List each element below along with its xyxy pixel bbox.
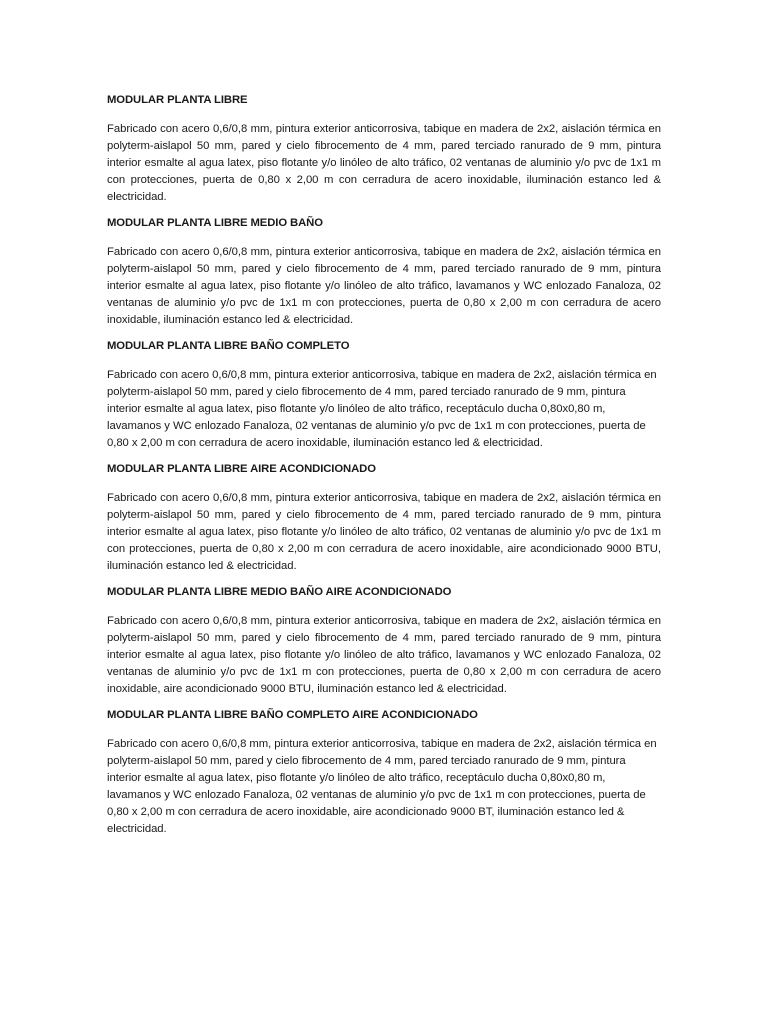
section-body: Fabricado con acero 0,6/0,8 mm, pintura exterior anticorrosiva, tabique en madera de 2x2, aislación térmica en polyterm-aislapol 50 mm, pared y cielo fibrocemento de 4 mm, pared terciado ranurado de 9 mm, pintura interior esmalte al agua latex, piso flotante y/o linóleo de alto tráfico, receptáculo ducha 0,80x0,80 m, lavamanos y WC enlozado Fanaloza, 02 ventanas de aluminio y/o pvc de 1x1 m con protecciones, puerta de 0,80 x 2,00 m con cerradura de acero inoxidable, aire acondicionado 9000 BT, iluminación estanco led & electricidad. — [107, 738, 657, 835]
section-title: MODULAR PLANTA LIBRE — [107, 94, 248, 106]
section-title: MODULAR PLANTA LIBRE MEDIO BAÑO AIRE ACONDICIONADO — [107, 586, 452, 598]
section-title: MODULAR PLANTA LIBRE BAÑO COMPLETO — [107, 340, 350, 352]
section-medio-bano — [107, 215, 661, 329]
section-title: MODULAR PLANTA LIBRE MEDIO BAÑO — [107, 217, 323, 229]
section-bano-completo — [107, 338, 661, 452]
section-body: Fabricado con acero 0,6/0,8 mm, pintura exterior anticorrosiva, tabique en madera de 2x2, aislación térmica en polyterm-aislapol 50 mm, pared y cielo fibrocemento de 4 mm, pared terciado ranurado de 9 mm, pintura interior esmalte al agua latex, piso flotante y/o linóleo de alto tráfico, 02 ventanas de aluminio y/o pvc de 1x1 m con protecciones, puerta de 0,80 x 2,00 m con cerradura de acero inoxidable, iluminación estanco led & electricidad. — [107, 123, 661, 203]
section-bano-completo-aire — [107, 707, 661, 838]
section-medio-bano-aire — [107, 584, 661, 698]
section-body: Fabricado con acero 0,6/0,8 mm, pintura exterior anticorrosiva, tabique en madera de 2x2, aislación térmica en polyterm-aislapol 50 mm, pared y cielo fibrocemento de 4 mm, pared terciado ranurado de 9 mm, pintura interior esmalte al agua latex, piso flotante y/o linóleo de alto tráfico, receptáculo ducha 0,80x0,80 m, lavamanos y WC enlozado Fanaloza, 02 ventanas de aluminio y/o pvc de 1x1 m con protecciones, puerta de 0,80 x 2,00 m con cerradura de acero inoxidable, iluminación estanco led & electricidad. — [107, 369, 657, 449]
section-body: Fabricado con acero 0,6/0,8 mm, pintura exterior anticorrosiva, tabique en madera de 2x2, aislación térmica en polyterm-aislapol 50 mm, pared y cielo fibrocemento de 4 mm, pared terciado ranurado de 9 mm, pintura interior esmalte al agua latex, piso flotante y/o linóleo de alto tráfico, lavamanos y WC enlozado Fanaloza, 02 ventanas de aluminio y/o pvc de 1x1 m con protecciones, puerta de 0,80 x 2,00 m con cerradura de acero inoxidable, aire acondicionado 9000 BTU, iluminación estanco led & electricidad. — [107, 615, 661, 695]
section-body: Fabricado con acero 0,6/0,8 mm, pintura exterior anticorrosiva, tabique en madera de 2x2, aislación térmica en polyterm-aislapol 50 mm, pared y cielo fibrocemento de 4 mm, pared terciado ranurado de 9 mm, pintura interior esmalte al agua latex, piso flotante y/o linóleo de alto tráfico, lavamanos y WC enlozado Fanaloza, 02 ventanas de aluminio y/o pvc de 1x1 m con protecciones, puerta de 0,80 x 2,00 m con cerradura de acero inoxidable, iluminación estanco led & electricidad. — [107, 246, 661, 326]
section-planta-libre — [107, 92, 661, 206]
section-aire-acondicionado — [107, 461, 661, 575]
section-title: MODULAR PLANTA LIBRE BAÑO COMPLETO AIRE ACONDICIONADO — [107, 709, 478, 721]
document-page — [107, 92, 661, 847]
section-title: MODULAR PLANTA LIBRE AIRE ACONDICIONADO — [107, 463, 376, 475]
section-body: Fabricado con acero 0,6/0,8 mm, pintura exterior anticorrosiva, tabique en madera de 2x2, aislación térmica en polyterm-aislapol 50 mm, pared y cielo fibrocemento de 4 mm, pared terciado ranurado de 9 mm, pintura interior esmalte al agua latex, piso flotante y/o linóleo de alto tráfico, 02 ventanas de aluminio y/o pvc de 1x1 m con protecciones, puerta de 0,80 x 2,00 m con cerradura de acero inoxidable, aire acondicionado 9000 BTU, iluminación estanco led & electricidad. — [107, 492, 661, 572]
